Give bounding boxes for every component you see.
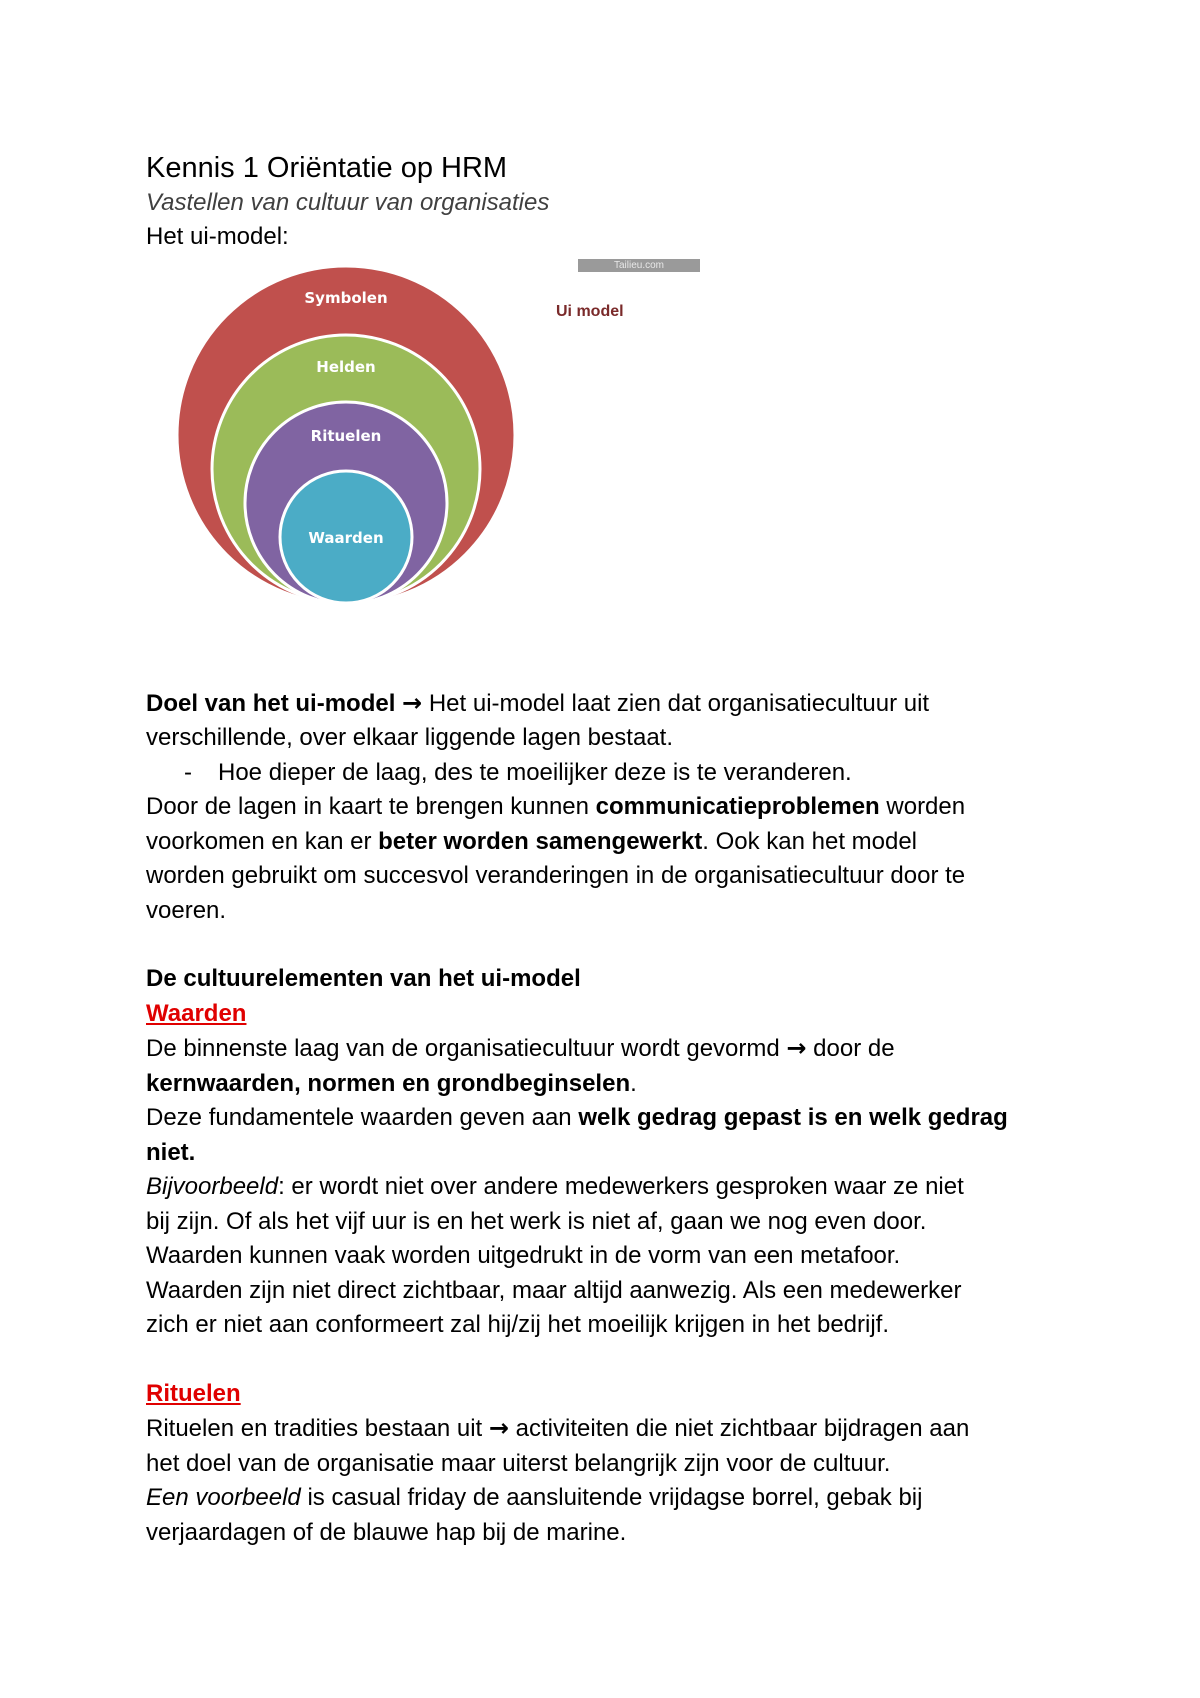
arrow-icon: → xyxy=(786,1034,807,1062)
goal-bullet xyxy=(146,756,1076,791)
figure-banner: Tailieu.com xyxy=(578,259,700,272)
bold-span: welk gedrag gepast is en welk gedrag xyxy=(578,1104,1008,1131)
onion-diagram xyxy=(172,255,532,615)
italic-span: Een voorbeeld xyxy=(146,1484,301,1511)
text-span: voorkomen en kan er xyxy=(146,827,379,855)
goal-line-1-text: Het ui-model laat zien dat organisatiecultuur uit xyxy=(422,689,930,717)
page-content xyxy=(146,150,1076,1550)
dash-icon: - xyxy=(184,758,192,786)
bold-span: beter worden samengewerkt xyxy=(378,827,703,855)
spacer xyxy=(146,928,1076,962)
onion-model-figure xyxy=(146,255,1076,652)
waarden-line-8: Waarden zijn niet direct zichtbaar, maar altijd aanwezig. Als een medewerker xyxy=(146,1276,962,1304)
goal-line-2: verschillende, over elkaar liggende lagen bestaat. xyxy=(146,724,674,751)
rituelen-line-2: het doel van de organisatie maar uiterst belangrijk zijn voor de cultuur. xyxy=(146,1449,891,1477)
waarden-line-1 xyxy=(146,1031,1076,1067)
text-span: Door de lagen in kaart te brengen kunnen xyxy=(146,793,596,820)
text-span: . xyxy=(630,1069,637,1097)
figure-caption: Ui model xyxy=(556,302,624,320)
text-span: is casual friday de aansluitende vrijdagse borrel, gebak bij xyxy=(300,1484,923,1511)
waarden-line-7: Waarden kunnen vaak worden uitgedrukt in de vorm van een metafoor. xyxy=(146,1242,901,1269)
goal-line-1 xyxy=(146,686,1076,722)
waarden-heading xyxy=(146,997,1076,1032)
layer-rituelen-label: Rituelen xyxy=(310,426,382,445)
waarden-line-3 xyxy=(146,1101,1076,1136)
elements-heading xyxy=(146,962,1076,997)
arrow-icon: → xyxy=(488,1414,509,1442)
page-title: Kennis 1 Oriëntatie op HRM xyxy=(146,152,508,184)
rituelen-line-4: verjaardagen of de blauwe hap bij de marine. xyxy=(146,1518,627,1546)
waarden-line-6: bij zijn. Of als het vijf uur is en het werk is niet af, gaan we nog even door. xyxy=(146,1207,927,1235)
spacer xyxy=(146,652,1076,686)
text-span: De binnenste laag van de organisatiecultuur wordt gevormd xyxy=(146,1035,787,1062)
bold-span: kernwaarden, normen en grondbeginselen xyxy=(146,1069,631,1097)
waarden-line-4 xyxy=(146,1136,1076,1171)
bold-span: niet. xyxy=(146,1138,196,1166)
waarden-line-9: zich er niet aan conformeert zal hij/zij het moeilijk krijgen in het bedrijf. xyxy=(146,1311,890,1338)
layer-waarden-label: Waarden xyxy=(308,528,384,547)
rituelen-line-1 xyxy=(146,1411,1076,1447)
italic-span: Bijvoorbeeld xyxy=(146,1173,279,1200)
spacer xyxy=(146,1343,1076,1377)
text-span: : er wordt niet over andere medewerkers gesproken waar ze niet xyxy=(278,1173,964,1200)
rituelen-title: Rituelen xyxy=(146,1379,241,1407)
text-span: . Ook kan het model xyxy=(702,827,918,855)
arrow-icon: → xyxy=(402,688,423,717)
text-span: Rituelen en tradities bestaan uit xyxy=(146,1415,489,1442)
waarden-title: Waarden xyxy=(146,999,247,1027)
goal-bullet-text: Hoe dieper de laag, des te moeilijker deze is te veranderen. xyxy=(218,758,852,786)
text-span: activiteiten die niet zichtbaar bijdragen aan xyxy=(509,1415,970,1442)
rituelen-heading xyxy=(146,1377,1076,1412)
text-span: worden xyxy=(879,793,966,820)
goal-lead: Doel van het ui-model xyxy=(146,689,396,717)
text-span: door de xyxy=(806,1035,895,1062)
layer-helden-label: Helden xyxy=(316,357,376,376)
waarden-line-5 xyxy=(146,1170,1076,1205)
text-span: Deze fundamentele waarden geven aan xyxy=(146,1104,579,1131)
layer-symbolen-label: Symbolen xyxy=(304,288,388,307)
elements-heading-text: De cultuurelementen van het ui-model xyxy=(146,965,581,992)
goal-line-4 xyxy=(146,825,1076,860)
model-intro: Het ui-model: xyxy=(146,223,289,250)
goal-line-5: worden gebruikt om succesvol veranderingen in de organisatiecultuur door te xyxy=(146,862,966,889)
rituelen-line-3 xyxy=(146,1481,1076,1516)
waarden-line-2 xyxy=(146,1067,1076,1102)
bold-span: communicatieproblemen xyxy=(595,793,880,820)
page-subtitle: Vastellen van cultuur van organisaties xyxy=(146,189,550,216)
goal-line-3 xyxy=(146,790,1076,825)
goal-line-6: voeren. xyxy=(146,896,227,924)
